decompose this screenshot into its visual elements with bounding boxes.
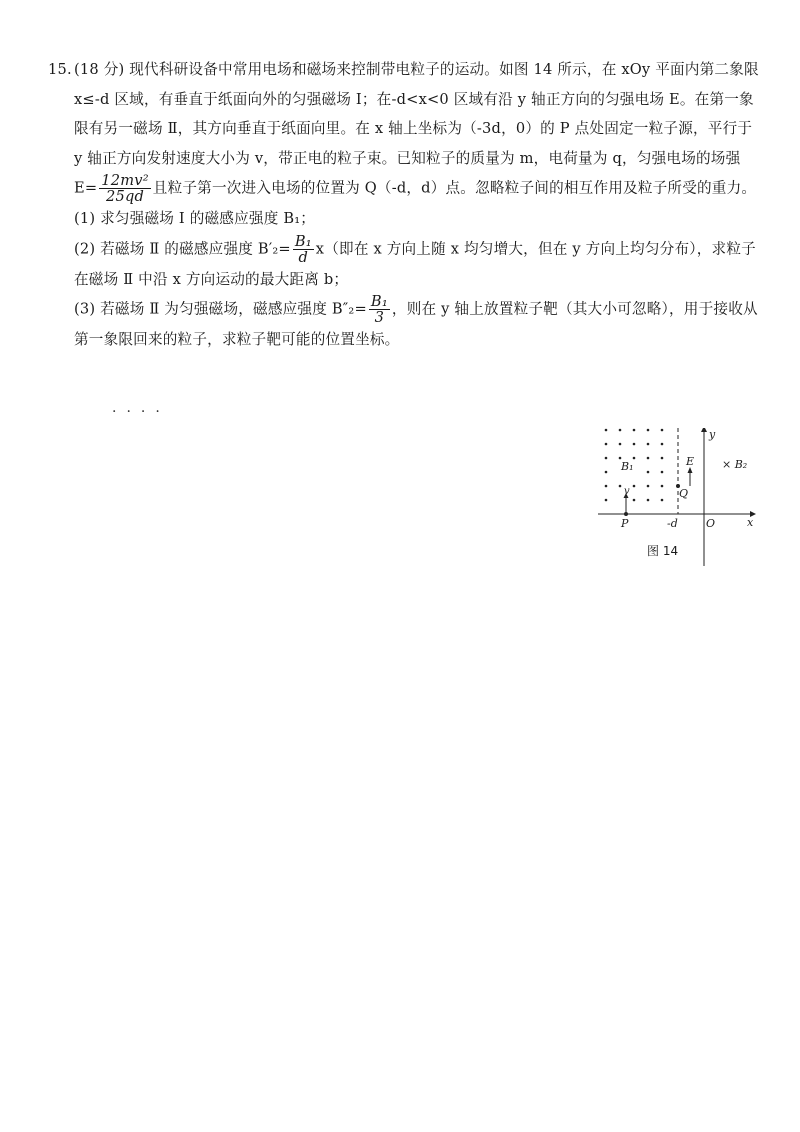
- question-3-text-a: (3) 若磁场 Ⅱ 为匀强磁场，磁感应强度 B″₂=: [74, 300, 367, 318]
- fraction-numerator: B₁: [294, 232, 312, 250]
- question-3-fraction: [369, 294, 390, 325]
- problem-intro-text-2: 且粒子第一次进入电场的位置为 Q（-d，d）点。忽略粒子间的相互作用及粒子所受的重力。: [152, 179, 757, 197]
- question-2-text-a: (2) 若磁场 Ⅱ 的磁感应强度 B′₂=: [74, 240, 291, 257]
- y-axis-arrow: [701, 428, 707, 432]
- problem-score: (18 分): [74, 61, 125, 78]
- question-2-fraction: [293, 234, 314, 265]
- label-b2: × B₂: [722, 458, 748, 471]
- figure-14-diagram: [590, 428, 770, 568]
- question-3-text-b: ，则在 y 轴上放置粒子靶（其大小可忽略），用于接收从第一象限回来的粒子，求粒子靶可能的位置坐标。: [74, 300, 758, 348]
- field-strength-fraction: [99, 173, 151, 204]
- magnetic-field-1-dots: [605, 429, 664, 502]
- fraction-denominator: d: [298, 248, 309, 266]
- figure-caption: 图 14: [647, 544, 679, 558]
- emphasis-dots: ····: [112, 404, 170, 420]
- label-p: P: [621, 517, 629, 530]
- question-1-text: (1) 求匀强磁场 Ⅰ 的磁感应强度 B₁；: [74, 210, 316, 227]
- label-minus-d: -d: [667, 517, 678, 530]
- label-e: E: [686, 455, 695, 468]
- fraction-numerator: 12mv²: [101, 172, 149, 189]
- question-1: [48, 204, 760, 234]
- question-3: [48, 294, 760, 355]
- label-b1: B₁: [621, 460, 634, 473]
- fraction-denominator: 3: [374, 309, 385, 326]
- label-v: v: [624, 486, 630, 497]
- fraction-denominator: 25qd: [106, 188, 145, 205]
- problem-number: 15.: [48, 61, 72, 78]
- fraction-numerator: B₁: [370, 293, 388, 310]
- problem-intro: [48, 55, 760, 204]
- label-o: O: [706, 517, 716, 530]
- problem-15: [48, 55, 760, 355]
- question-2: [48, 234, 760, 295]
- question-2-text-b: x（即在 x 方向上随 x 均匀增大，但在 y 方向上均匀分布），求粒子在磁场 Ⅱ 中沿 x 方向运动的最大距离 b；: [74, 240, 756, 288]
- label-q: Q: [679, 487, 689, 500]
- problem-intro-text-1: 现代科研设备中常用电场和磁场来控制带电粒子的运动。如图 14 所示，在 xOy 平面内第二象限 x≤-d 区域，有垂直于纸面向外的匀强磁场 Ⅰ；在-d<x<0 区域有沿 y 轴正方向的匀强电场 E。在第一象限有另一磁场 Ⅱ，其方向垂直于纸面向里。在 x 轴上坐标为（-3d，0）的 P 点处固定一粒子源，平行于 y 轴正方向发射速度大小为 v，带正电的粒子束。已知粒子的质量为 m，电荷量为 q，匀强电场的场强 E=: [74, 61, 759, 197]
- label-y: y: [709, 428, 716, 441]
- label-x: x: [747, 516, 754, 529]
